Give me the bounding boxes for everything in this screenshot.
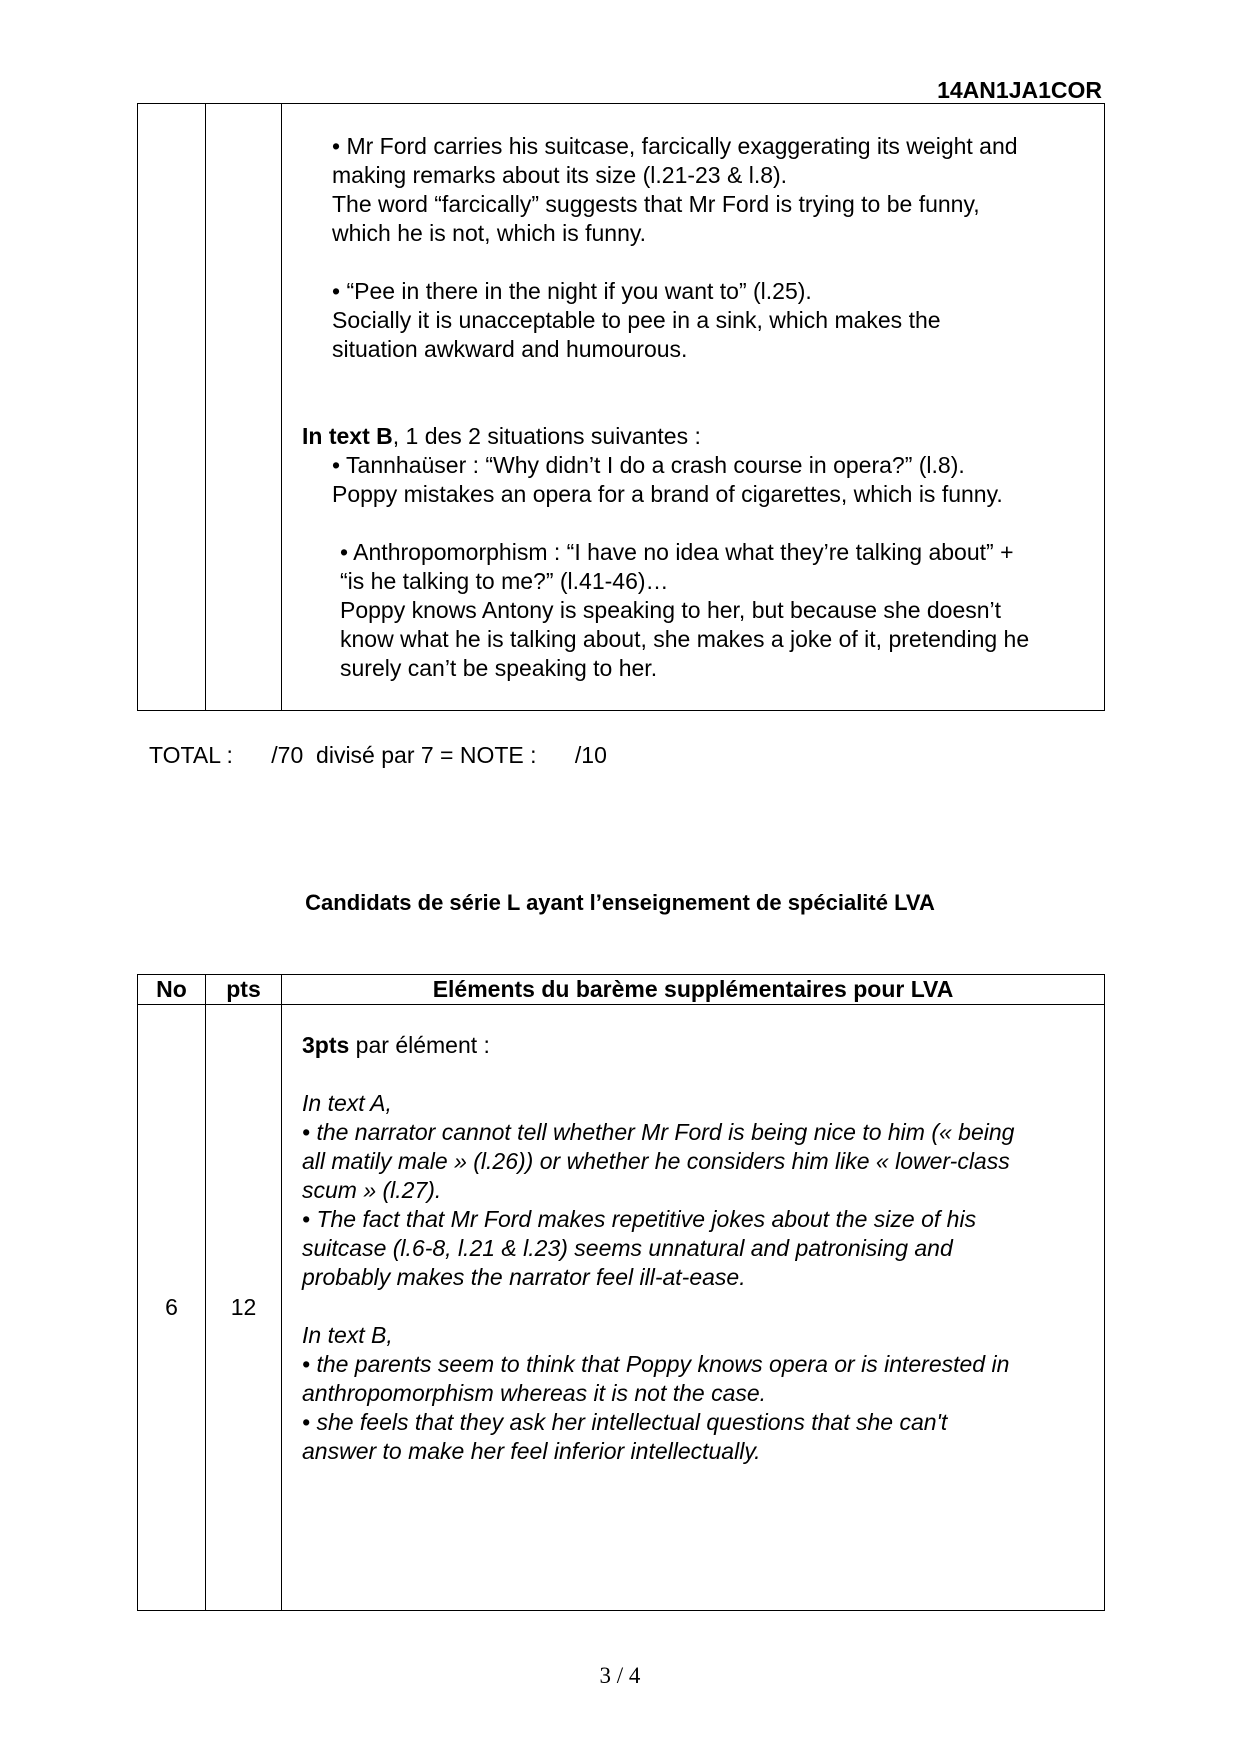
text-b-label: In text B, [302,1322,393,1348]
row-pts: 12 [206,1005,282,1611]
header-pts: pts [206,975,282,1005]
text-b-item-2: • Anthropomorphism : “I have no idea what they’re talking about” + “is he talking to me?” (l.41-46)… Poppy knows Antony is speaking to her, but because she doesn’t know what he is talking about, she makes a joke of it, pretending he surely can’t be speaking to her. [340,539,1030,681]
page-number: 3 / 4 [599,1663,641,1688]
text-b-item-1: • Tannhaüser : “Why didn’t I do a crash course in opera?” (l.8). Poppy mistakes an opera for a brand of cigarettes, which is funny. [332,452,1003,507]
total-note: /10 [574,742,607,768]
pts-cell [206,104,282,711]
lva-grading-table [137,974,1105,1611]
total-line [149,741,607,770]
total-divide: divisé par 7 = NOTE : [316,742,537,768]
header-no: No [138,975,206,1005]
text-b-heading: In text B, 1 des 2 situations suivantes : [302,423,701,449]
section-title: Candidats de série L ayant l’enseignement de spécialité LVA [305,890,935,915]
text-b-lines: • the parents seem to think that Poppy knows opera or is interested in anthropomorphism whereas it is not the case. • she feels that they ask her intellectual questions that she can't answer to make her feel inferior intellectually. [302,1351,1010,1464]
row-no: 6 [138,1005,206,1611]
document-code: 14AN1JA1COR [937,77,1102,103]
total-label: TOTAL : [149,742,233,768]
intro-line: 3pts par élément : [302,1032,490,1058]
text-a-label: In text A, [302,1090,392,1116]
elements-cell [282,104,1105,711]
no-cell [138,104,206,711]
grading-table-continued [137,103,1105,711]
header-elements: Eléments du barème supplémentaires pour LVA [282,975,1105,1005]
total-out-of: /70 [271,742,304,768]
text-a-item-2: • “Pee in there in the night if you want to” (l.25). Socially it is unacceptable to pee in a sink, which makes the situation awkward and humourous. [332,278,941,362]
row-elements [282,1005,1105,1611]
text-a-item-1: • Mr Ford carries his suitcase, farcically exaggerating its weight and making remarks about its size (l.21-23 & l.8). The word “farcically” suggests that Mr Ford is trying to be funny, which he is not, which is funny. [332,133,1018,246]
text-a-lines: • the narrator cannot tell whether Mr Ford is being nice to him (« being all matily male » (l.26)) or whether he considers him like « lower-class scum » (l.27). • The fact that Mr Ford makes repetitive jokes about the size of his suitcase (l.6-8, l.21 & l.23) seems unnatural and patronising and probably makes the narrator feel ill-at-ease. [302,1119,1015,1290]
